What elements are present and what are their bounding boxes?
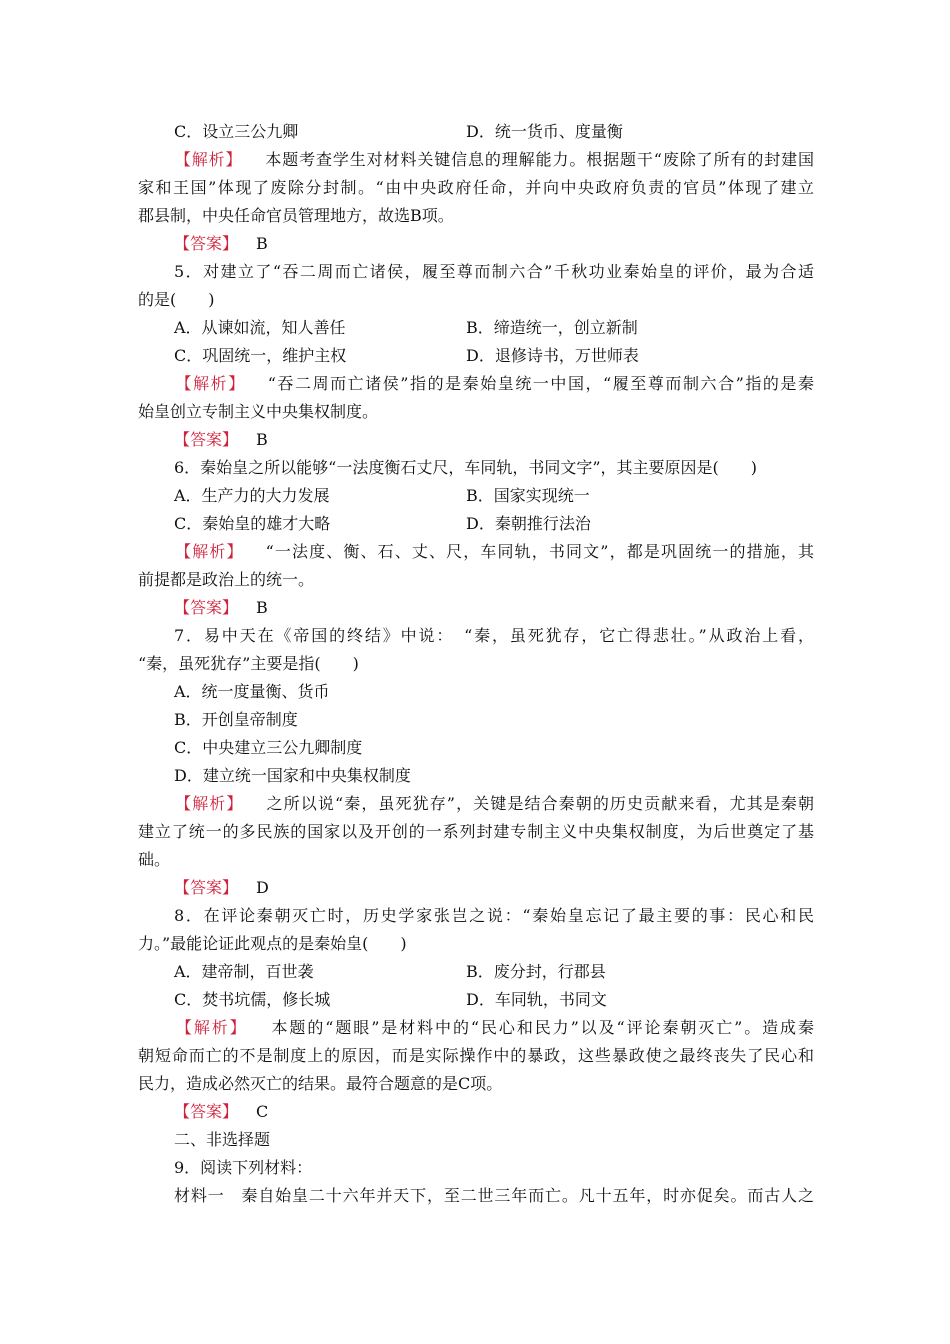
q6-analysis-line2: 前提都是政治上的统一。 (138, 570, 315, 589)
q7-option-c: C．中央建立三公九卿制度 (174, 738, 363, 757)
q6-option-d: D．秦朝推行法治 (466, 514, 591, 533)
q4-option-d: D．统一货币、度量衡 (466, 122, 623, 141)
q8-option-d: D．车同轨，书同文 (466, 990, 607, 1009)
q7-stem-line2: “秦，虽死犹存”主要是指( ) (138, 654, 359, 673)
q7-option-a: A．统一度量衡、货币 (174, 682, 330, 701)
q8-option-c: C．焚书坑儒，修长城 (174, 990, 331, 1009)
q8-option-a: A．建帝制，百世袭 (174, 962, 314, 981)
q7-option-d: D．建立统一国家和中央集权制度 (174, 766, 411, 785)
q7-stem-line1: 7．易中天在《帝国的终结》中说： “秦，虽死犹存，它亡得悲壮。”从政治上看， (174, 626, 814, 645)
q6-stem: 6．秦始皇之所以能够“一法度衡石丈尺，车同轨，书同文字”，其主要原因是( ) (174, 458, 758, 477)
q8-stem-line1: 8．在评论秦朝灭亡时，历史学家张岂之说：“秦始皇忘记了最主要的事：民心和民 (174, 906, 814, 925)
section-heading: 二、非选择题 (174, 1130, 271, 1149)
q5-answer: 【答案】 B (174, 430, 268, 449)
q4-analysis-line1: 【解析】 本题考查学生对材料关键信息的理解能力。根据题干“废除了所有的封建国 (174, 150, 814, 169)
q4-analysis-line2: 家和王国”体现了废除分封制。“由中央政府任命，并向中央政府负责的官员”体现了建立 (138, 178, 814, 197)
q5-option-b: B．缔造统一，创立新制 (466, 318, 638, 337)
q5-analysis-line1: 【解析】 “吞二周而亡诸侯”指的是秦始皇统一中国，“履至尊而制六合”指的是秦 (174, 374, 814, 393)
answer-tag: 【答案】 (174, 234, 239, 253)
q5-stem-line2: 的是( ) (138, 290, 215, 309)
q6-option-c: C．秦始皇的雄才大略 (174, 514, 331, 533)
q5-option-c: C．巩固统一，维护主权 (174, 346, 347, 365)
q4-option-c: C．设立三公九卿 (174, 122, 299, 141)
q7-analysis-line3: 础。 (138, 850, 171, 869)
q8-analysis-line2: 朝短命而亡的不是制度上的原因，而是实际操作中的暴政，这些暴政使之最终丧失了民心和 (138, 1046, 814, 1065)
q7-analysis-line2: 建立了统一的多民族的国家以及开创的一系列封建专制主义中央集权制度，为后世奠定了基 (138, 822, 814, 841)
q4-answer (174, 234, 268, 256)
q5-stem-line1: 5．对建立了“吞二周而亡诸侯，履至尊而制六合”千秋功业秦始皇的评价，最为合适 (174, 262, 814, 281)
q8-analysis-line1: 【解析】 本题的“题眼”是材料中的“民心和民力”以及“评论秦朝灭亡”。造成秦 (174, 1018, 814, 1037)
q9-stem: 9．阅读下列材料： (174, 1158, 313, 1177)
q8-answer: 【答案】 C (174, 1102, 269, 1121)
q8-option-b: B．废分封，行郡县 (466, 962, 606, 981)
analysis-tag: 【解析】 (174, 150, 243, 169)
q5-analysis-line2: 始皇创立专制主义中央集权制度。 (138, 402, 379, 421)
q8-analysis-line3: 民力，造成必然灭亡的结果。最符合题意的是C项。 (138, 1074, 503, 1093)
q4-analysis-line3: 郡县制，中央任命官员管理地方，故选B项。 (138, 206, 454, 225)
q6-option-a: A．生产力的大力发展 (174, 486, 330, 505)
q8-stem-line2: 力。”最能论证此观点的是秦始皇( ) (138, 934, 407, 953)
q6-analysis-line1: 【解析】 “一法度、衡、石、丈、尺，车同轨，书同文”，都是巩固统一的措施，其 (174, 542, 814, 561)
q6-option-b: B．国家实现统一 (466, 486, 590, 505)
q6-answer: 【答案】 B (174, 598, 268, 617)
q7-option-b: B．开创皇帝制度 (174, 710, 298, 729)
q7-answer: 【答案】 D (174, 878, 269, 897)
q5-option-d: D．退修诗书，万世师表 (466, 346, 639, 365)
q5-option-a: A．从谏如流，知人善任 (174, 318, 346, 337)
answer-value: B (256, 234, 268, 253)
q9-material1: 材料一 秦自始皇二十六年并天下，至二世三年而亡。凡十五年，时亦促矣。而古人之 (174, 1186, 814, 1205)
q7-analysis-line1: 【解析】 之所以说“秦，虽死犹存”，关键是结合秦朝的历史贡献来看，尤其是秦朝 (174, 794, 814, 813)
